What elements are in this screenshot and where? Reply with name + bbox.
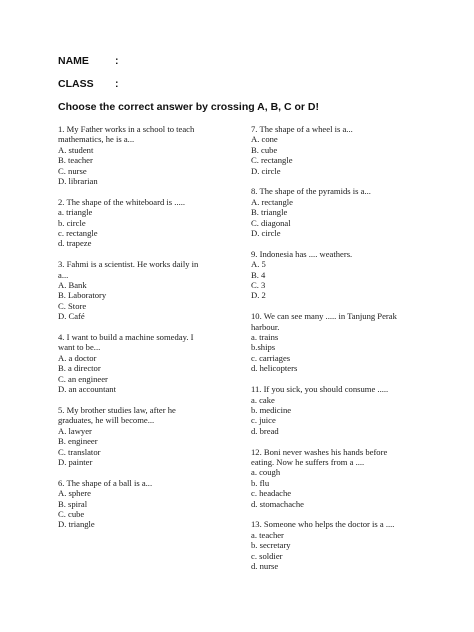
- answer-option[interactable]: A. cone: [251, 134, 278, 145]
- right-question-column: [251, 124, 431, 571]
- question-item: [58, 197, 238, 249]
- question-item: [251, 311, 431, 373]
- name-colon: :: [115, 55, 119, 67]
- answer-option[interactable]: b. medicine: [251, 404, 292, 415]
- question-item: [251, 447, 431, 509]
- answer-option[interactable]: D. triangle: [58, 519, 95, 530]
- answer-option[interactable]: a. trains: [251, 332, 279, 343]
- answer-option[interactable]: A. sphere: [58, 488, 91, 499]
- answer-option[interactable]: B. triangle: [251, 207, 288, 218]
- answer-option[interactable]: d. nurse: [251, 560, 279, 571]
- question-stem: 2. The shape of the whiteboard is .....: [58, 196, 186, 207]
- answer-option[interactable]: D. Café: [58, 311, 85, 322]
- answer-option[interactable]: B. Laboratory: [58, 290, 107, 301]
- question-item: [251, 124, 431, 176]
- answer-option[interactable]: B. a director: [58, 363, 101, 374]
- question-item: [58, 478, 238, 530]
- answer-option[interactable]: b. flu: [251, 477, 270, 488]
- question-spacer: [58, 467, 238, 477]
- question-stem: a...: [58, 269, 69, 280]
- answer-option[interactable]: A. a doctor: [58, 352, 97, 363]
- answer-option[interactable]: d. bread: [251, 425, 279, 436]
- question-stem: 7. The shape of a wheel is a...: [251, 124, 353, 134]
- left-question-column: [58, 124, 238, 530]
- question-stem: 4. I want to build a machine someday. I: [58, 332, 194, 343]
- answer-option[interactable]: D. librarian: [58, 176, 98, 187]
- answer-option[interactable]: B. teacher: [58, 155, 93, 166]
- answer-option[interactable]: D. an accountant: [58, 384, 116, 395]
- question-stem: 11. If you sick, you should consume .....: [251, 384, 389, 395]
- answer-option[interactable]: a. teacher: [251, 529, 284, 540]
- answer-option[interactable]: b.ships: [251, 342, 276, 353]
- answer-option[interactable]: B. 4: [251, 269, 266, 280]
- question-stem: 9. Indonesia has .... weathers.: [251, 248, 353, 259]
- answer-option[interactable]: c. juice: [251, 415, 276, 426]
- question-item: [58, 332, 238, 394]
- question-item: [251, 384, 431, 436]
- question-item: [251, 186, 431, 238]
- answer-option[interactable]: A. student: [58, 144, 94, 155]
- question-stem: 8. The shape of the pyramids is a...: [251, 186, 371, 197]
- question-spacer: [251, 176, 431, 186]
- answer-option[interactable]: D. painter: [58, 456, 93, 467]
- question-spacer: [251, 238, 431, 248]
- class-colon: :: [115, 78, 119, 90]
- answer-option[interactable]: C. an engineer: [58, 373, 108, 384]
- answer-option[interactable]: d. helicopters: [251, 363, 298, 374]
- question-item: [58, 405, 238, 467]
- question-stem: eating. Now he suffers from a ....: [251, 456, 365, 467]
- answer-option[interactable]: c. rectangle: [58, 228, 98, 239]
- class-label: CLASS: [58, 78, 94, 90]
- name-label: NAME: [58, 55, 89, 67]
- question-stem: 10. We can see many ..... in Tanjung Perak: [251, 311, 397, 322]
- question-stem: 5. My brother studies law, after he: [58, 404, 176, 415]
- answer-option[interactable]: D. circle: [251, 228, 281, 239]
- answer-option[interactable]: B. engineer: [58, 436, 98, 447]
- answer-option[interactable]: C. diagonal: [251, 217, 291, 228]
- answer-option[interactable]: a. triangle: [58, 207, 93, 218]
- question-stem: want to be...: [58, 342, 101, 353]
- class-field: [58, 78, 119, 90]
- name-field: [58, 55, 119, 67]
- question-spacer: [58, 395, 238, 405]
- question-stem: 12. Boni never washes his hands before: [251, 446, 388, 457]
- answer-option[interactable]: a. cough: [251, 467, 281, 478]
- question-spacer: [58, 322, 238, 332]
- question-stem: 3. Fahmi is a scientist. He works daily in: [58, 259, 199, 270]
- answer-option[interactable]: C. 3: [251, 280, 266, 291]
- question-item: [251, 249, 431, 301]
- answer-option[interactable]: A. 5: [251, 259, 266, 270]
- answer-option[interactable]: b. circle: [58, 217, 86, 228]
- question-spacer: [251, 374, 431, 384]
- answer-option[interactable]: d. stomachache: [251, 498, 304, 509]
- question-spacer: [251, 436, 431, 446]
- question-stem: 13. Someone who helps the doctor is a ....: [251, 519, 395, 530]
- question-spacer: [251, 509, 431, 519]
- answer-option[interactable]: A. rectangle: [251, 196, 293, 207]
- answer-option[interactable]: A. lawyer: [58, 425, 92, 436]
- question-item: [58, 259, 238, 321]
- answer-option[interactable]: C. rectangle: [251, 155, 293, 166]
- question-spacer: [58, 249, 238, 259]
- answer-option[interactable]: c. soldier: [251, 550, 283, 561]
- question-stem: mathematics, he is a...: [58, 134, 135, 145]
- answer-option[interactable]: C. Store: [58, 300, 87, 311]
- answer-option[interactable]: B. cube: [251, 144, 278, 155]
- answer-option[interactable]: b. secretary: [251, 540, 291, 551]
- question-spacer: [251, 301, 431, 311]
- question-stem: harbour.: [251, 321, 280, 332]
- question-spacer: [58, 186, 238, 196]
- answer-option[interactable]: D. circle: [251, 165, 281, 176]
- answer-option[interactable]: C. nurse: [58, 165, 87, 176]
- answer-option[interactable]: c. carriages: [251, 352, 291, 363]
- question-item: [251, 519, 431, 571]
- answer-option[interactable]: C. cube: [58, 508, 85, 519]
- answer-option[interactable]: C. translator: [58, 446, 101, 457]
- answer-option[interactable]: c. headache: [251, 488, 292, 499]
- question-stem: 6. The shape of a ball is a...: [58, 477, 153, 488]
- answer-option[interactable]: B. spiral: [58, 498, 88, 509]
- answer-option[interactable]: D. 2: [251, 290, 266, 301]
- question-stem: 1. My Father works in a school to teach: [58, 124, 195, 134]
- answer-option[interactable]: a. cake: [251, 394, 275, 405]
- question-item: [58, 124, 238, 186]
- answer-option[interactable]: A. Bank: [58, 280, 87, 291]
- instruction-heading: Choose the correct answer by crossing A, B, C or D!: [58, 101, 320, 113]
- answer-option[interactable]: d. trapeze: [58, 238, 92, 249]
- question-stem: graduates, he will become...: [58, 415, 155, 426]
